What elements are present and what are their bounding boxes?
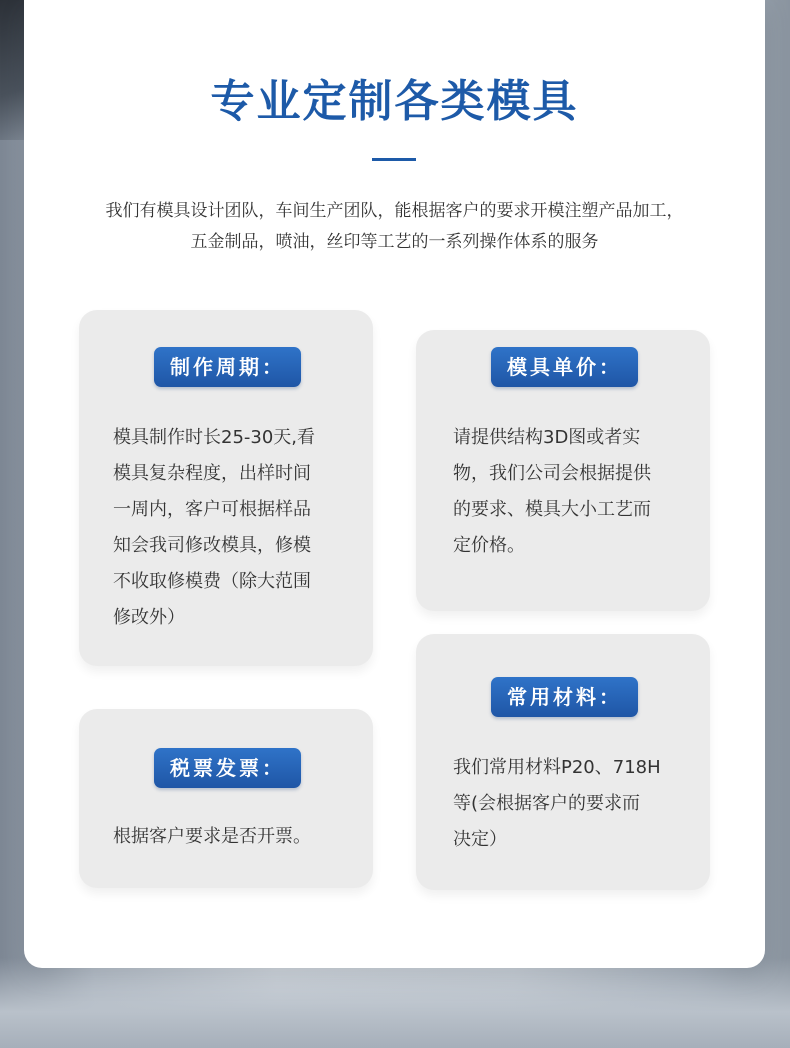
text-line: 物，我们公司会根据提供 — [453, 463, 651, 484]
text-line: 我们常用材料P20、718H — [453, 757, 661, 778]
title-divider — [372, 158, 416, 161]
content-card — [24, 0, 765, 968]
invoice-text — [113, 819, 311, 855]
production-period-card — [79, 310, 373, 666]
text-line: 不收取修模费（除大范围 — [113, 571, 311, 592]
intro-text — [54, 196, 735, 258]
production-period-badge: 制作周期： — [154, 347, 301, 387]
text-line: 决定） — [453, 829, 507, 850]
mold-price-badge: 模具单价： — [491, 347, 638, 387]
text-line: 定价格。 — [453, 535, 525, 556]
text-line: 请提供结构3D图或者实 — [453, 427, 641, 448]
invoice-card — [79, 709, 373, 888]
text-line: 修改外） — [113, 607, 185, 628]
background-bottom — [0, 958, 790, 1048]
common-materials-badge: 常用材料： — [491, 677, 638, 717]
common-materials-card — [416, 634, 710, 890]
text-line: 知会我司修改模具，修模 — [113, 535, 311, 556]
text-line: 模具制作时长25-30天,看 — [113, 427, 316, 448]
text-line: 等(会根据客户的要求而 — [453, 793, 641, 814]
common-materials-text — [453, 750, 661, 858]
page-title: 专业定制各类模具 — [210, 76, 579, 127]
invoice-badge: 税票发票： — [154, 748, 301, 788]
production-period-text — [113, 420, 315, 636]
text-line: 模具复杂程度，出样时间 — [113, 463, 311, 484]
text-line: 的要求、模具大小工艺而 — [453, 499, 651, 520]
intro-line-1: 我们有模具设计团队，车间生产团队，能根据客户的要求开模注塑产品加工， — [105, 201, 684, 221]
intro-line-2: 五金制品，喷油，丝印等工艺的一系列操作体系的服务 — [190, 232, 599, 252]
mold-price-text — [453, 420, 651, 564]
mold-price-card — [416, 330, 710, 611]
text-line: 根据客户要求是否开票。 — [113, 826, 311, 847]
text-line: 一周内，客户可根据样品 — [113, 499, 311, 520]
